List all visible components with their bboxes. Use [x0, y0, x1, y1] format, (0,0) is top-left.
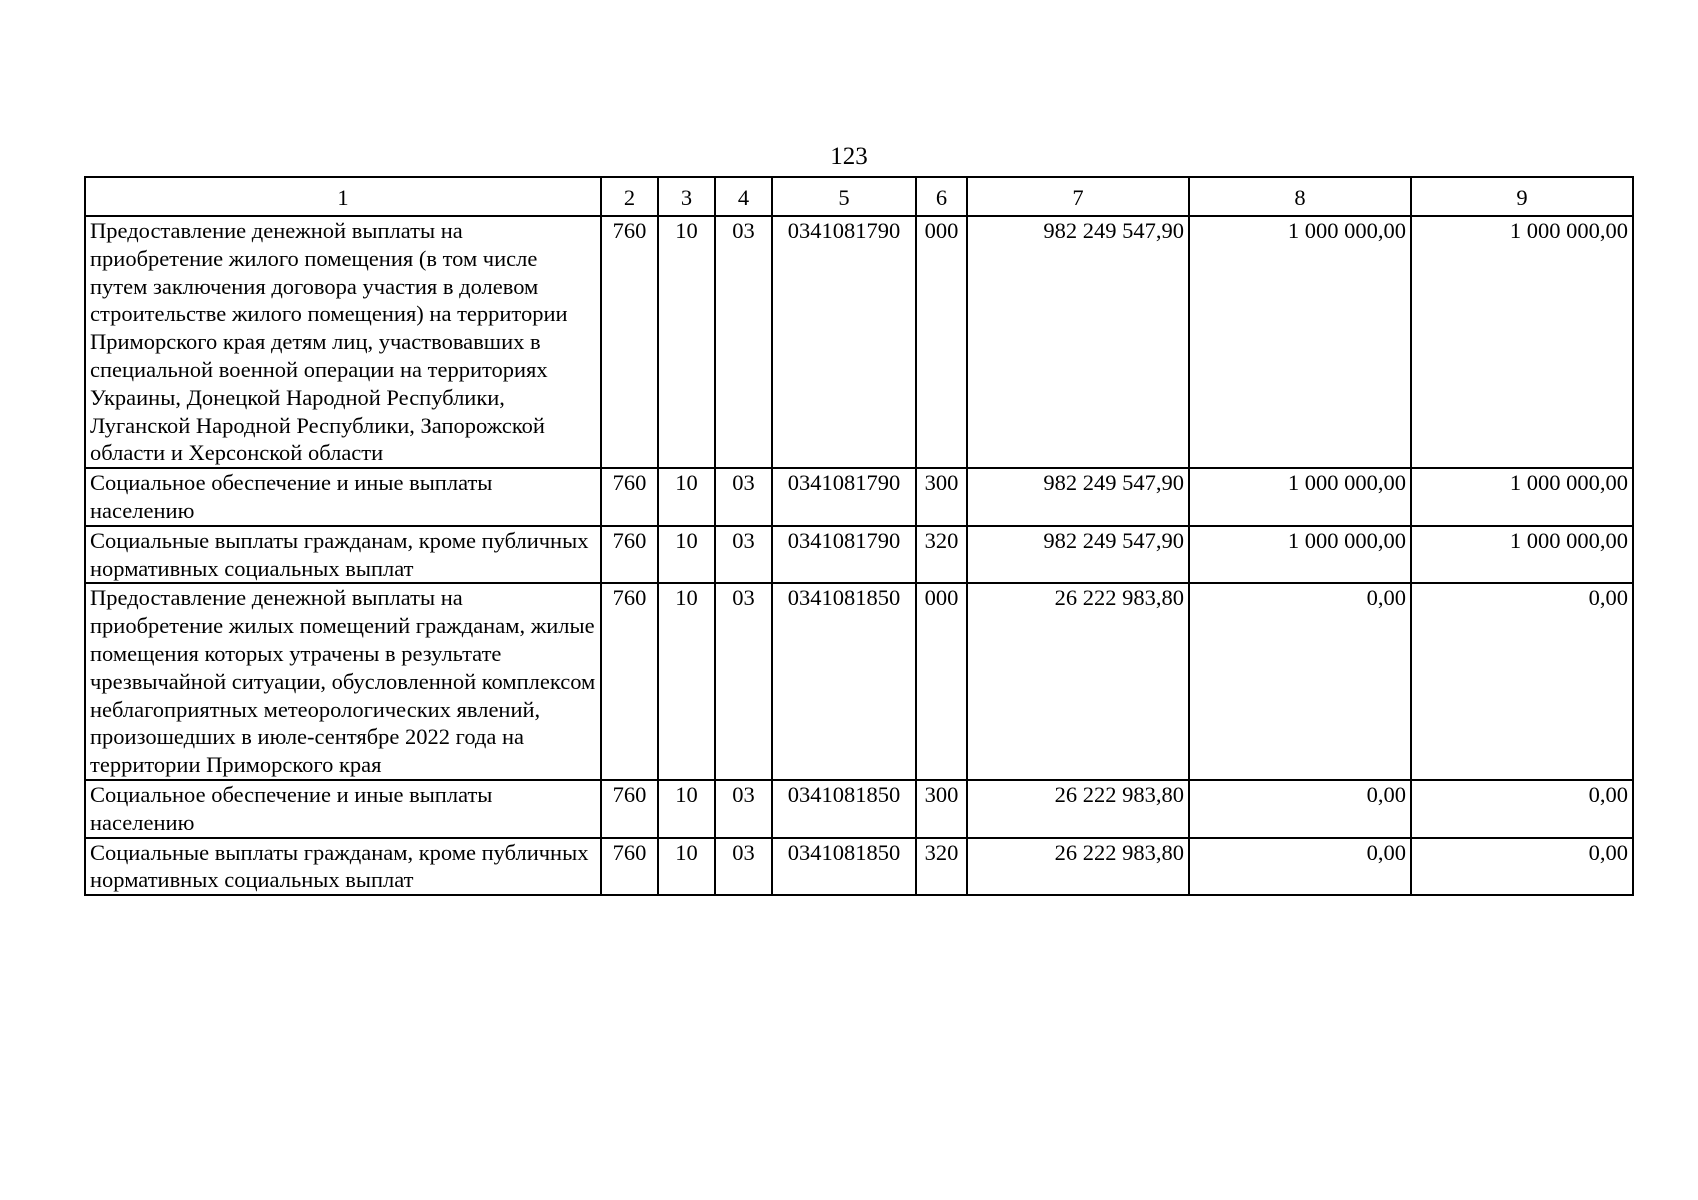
code-cell: 10: [658, 526, 715, 584]
row-name-cell: Социальные выплаты гражданам, кроме публичных нормативных социальных выплат: [85, 838, 601, 896]
amount-cell: 26 222 983,80: [967, 583, 1189, 780]
code-cell: 0341081790: [772, 526, 916, 584]
code-cell: 300: [916, 468, 967, 526]
table-row: [85, 780, 1633, 838]
code-cell: 760: [601, 838, 658, 896]
amount-cell: 0,00: [1189, 583, 1411, 780]
amount-cell: 982 249 547,90: [967, 216, 1189, 468]
amount-cell: 26 222 983,80: [967, 838, 1189, 896]
code-cell: 0341081790: [772, 468, 916, 526]
code-cell: 760: [601, 216, 658, 468]
header-cell: 9: [1411, 177, 1633, 216]
code-cell: 300: [916, 780, 967, 838]
row-name-cell: Предоставление денежной выплаты на приобретение жилых помещений гражданам, жилые помещения которых утрачены в результате чрезвычайной ситуации, обусловленной комплексом неблагоприятных метеорологических явлений, произошедших в июле-сентябре 2022 года на территории Приморского края: [85, 583, 601, 780]
code-cell: 760: [601, 526, 658, 584]
code-cell: 320: [916, 526, 967, 584]
code-cell: 03: [715, 526, 772, 584]
amount-cell: 982 249 547,90: [967, 526, 1189, 584]
code-cell: 03: [715, 216, 772, 468]
code-cell: 03: [715, 780, 772, 838]
header-cell: 3: [658, 177, 715, 216]
code-cell: 03: [715, 468, 772, 526]
amount-cell: 0,00: [1189, 838, 1411, 896]
code-cell: 10: [658, 583, 715, 780]
amount-cell: 1 000 000,00: [1411, 468, 1633, 526]
amount-cell: 1 000 000,00: [1411, 526, 1633, 584]
budget-table: [84, 176, 1634, 896]
code-cell: 0341081850: [772, 838, 916, 896]
code-cell: 10: [658, 838, 715, 896]
amount-cell: 0,00: [1411, 583, 1633, 780]
header-cell: 8: [1189, 177, 1411, 216]
row-name-cell: Социальные выплаты гражданам, кроме публичных нормативных социальных выплат: [85, 526, 601, 584]
code-cell: 0341081790: [772, 216, 916, 468]
table-row: [85, 526, 1633, 584]
code-cell: 10: [658, 780, 715, 838]
row-name-cell: Социальное обеспечение и иные выплаты населению: [85, 780, 601, 838]
code-cell: 03: [715, 583, 772, 780]
code-cell: 0341081850: [772, 583, 916, 780]
table-row: [85, 583, 1633, 780]
amount-cell: 0,00: [1411, 838, 1633, 896]
header-cell: 2: [601, 177, 658, 216]
table-row: [85, 468, 1633, 526]
amount-cell: 1 000 000,00: [1189, 526, 1411, 584]
code-cell: 320: [916, 838, 967, 896]
amount-cell: 982 249 547,90: [967, 468, 1189, 526]
code-cell: 000: [916, 216, 967, 468]
code-cell: 10: [658, 468, 715, 526]
row-name-cell: Предоставление денежной выплаты на приобретение жилого помещения (в том числе путем заключения договора участия в долевом строительстве жилого помещения) на территории Приморского края детям лиц, участвовавших в специальной военной операции на территориях Украины, Донецкой Народной Республики, Луганской Народной Республики, Запорожской области и Херсонской области: [85, 216, 601, 468]
amount-cell: 1 000 000,00: [1411, 216, 1633, 468]
amount-cell: 1 000 000,00: [1189, 468, 1411, 526]
row-name-cell: Социальное обеспечение и иные выплаты населению: [85, 468, 601, 526]
amount-cell: 1 000 000,00: [1189, 216, 1411, 468]
header-row: [85, 177, 1633, 216]
table-row: [85, 216, 1633, 468]
header-cell: 1: [85, 177, 601, 216]
code-cell: 03: [715, 838, 772, 896]
code-cell: 0341081850: [772, 780, 916, 838]
code-cell: 760: [601, 468, 658, 526]
amount-cell: 0,00: [1411, 780, 1633, 838]
table-row: [85, 838, 1633, 896]
header-cell: 5: [772, 177, 916, 216]
page-number: 123: [830, 143, 868, 170]
header-cell: 4: [715, 177, 772, 216]
code-cell: 000: [916, 583, 967, 780]
amount-cell: 0,00: [1189, 780, 1411, 838]
code-cell: 760: [601, 780, 658, 838]
amount-cell: 26 222 983,80: [967, 780, 1189, 838]
code-cell: 10: [658, 216, 715, 468]
code-cell: 760: [601, 583, 658, 780]
header-cell: 7: [967, 177, 1189, 216]
header-cell: 6: [916, 177, 967, 216]
